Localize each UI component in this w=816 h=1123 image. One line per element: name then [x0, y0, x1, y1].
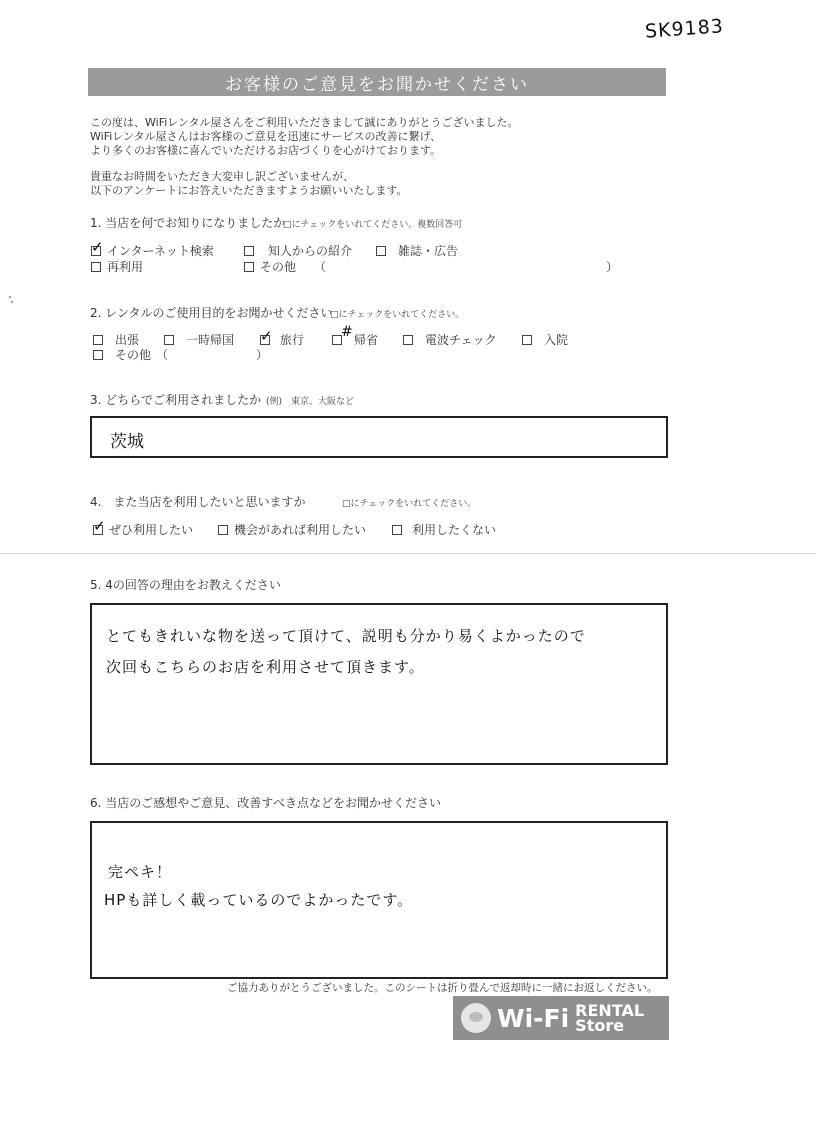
checkbox[interactable]: [164, 335, 174, 345]
checkbox[interactable]: [218, 525, 228, 535]
option-label: 機会があれば利用したい: [234, 523, 367, 537]
checkbox[interactable]: [91, 262, 101, 272]
check-mark-icon: ✓: [91, 237, 104, 256]
option-label: その他: [260, 260, 297, 274]
checkbox[interactable]: [332, 323, 353, 345]
question-6-label: 6. 当店のご感想やご意見、改善すべき点などをお聞かせください: [90, 796, 442, 810]
question-3-note: (例) 東京、大阪など: [266, 397, 355, 407]
intro-line-2: WiFiレンタル屋さんはお客様のご意見を迅速にサービスの改善に繋げ、: [90, 130, 442, 143]
option-label: その他: [115, 348, 152, 362]
checkbox[interactable]: [403, 335, 413, 345]
q1-other-open-paren: （: [314, 260, 327, 274]
q5-answer-box[interactable]: [90, 603, 668, 765]
option-label: 帰省: [354, 333, 379, 347]
q1-option-other[interactable]: [244, 258, 296, 275]
q2-option-other[interactable]: [93, 346, 151, 363]
option-label: 雑誌・広告: [398, 244, 459, 258]
q2-other-open-paren: （: [156, 348, 169, 362]
q2-option-temporary-return[interactable]: [164, 331, 234, 348]
question-1-label: 1. 当店を何でお知りになりましたか: [90, 216, 286, 230]
question-3-label: 3. どちらでご利用されましたか: [90, 393, 262, 407]
q5-answer-line-1: とてもきれいな物を送って頂けて、説明も分かり易くよかったので: [106, 627, 586, 645]
option-label: 入院: [544, 333, 569, 347]
q2-option-homecoming[interactable]: [332, 323, 379, 348]
option-label: 再利用: [107, 260, 144, 274]
checkbox[interactable]: [260, 326, 273, 345]
logo-store-text: Store: [575, 1016, 625, 1035]
document-id: SK9183: [644, 15, 725, 43]
check-mark-icon: ✓: [93, 516, 106, 535]
q2-other-close-paren: ）: [256, 348, 269, 362]
question-4-label: 4. また当店を利用したいと思いますか: [90, 495, 306, 509]
q4-option-not[interactable]: [392, 521, 496, 538]
logo-mascot-icon: [461, 1003, 491, 1033]
option-label: 出張: [115, 333, 140, 347]
checkbox[interactable]: [93, 335, 103, 345]
intro-line-3: より多くのお客様に喜んでいただけるお店づくりを心がけております。: [90, 144, 442, 157]
question-2-note: □にチェックをいれてください。: [330, 310, 465, 320]
q2-option-signal-check[interactable]: [403, 331, 497, 348]
scribble-mark-icon: #: [341, 323, 353, 340]
q1-option-internet[interactable]: [91, 237, 214, 259]
q4-option-if-opportunity[interactable]: [218, 521, 366, 538]
q4-option-definitely[interactable]: [93, 516, 194, 538]
footer-thank-you-note: ご協力ありがとうございました。このシートは折り畳んで返却時に一緒にお返しください。: [227, 982, 658, 994]
logo-wordmark: Wi-Fi: [497, 1003, 570, 1033]
option-label: 電波チェック: [425, 333, 497, 347]
question-2-label: 2. レンタルのご使用目的をお聞かせください: [90, 306, 333, 320]
option-label: 利用したくない: [412, 523, 497, 537]
checkbox[interactable]: [91, 237, 104, 256]
checkbox[interactable]: [93, 350, 103, 360]
q1-option-reuse[interactable]: [91, 258, 143, 275]
fold-line: [0, 553, 816, 554]
q3-answer-box[interactable]: [90, 416, 668, 458]
checkbox[interactable]: [522, 335, 532, 345]
q6-answer-line-2: HPも詳しく載っているのでよかったです。: [104, 891, 414, 909]
survey-title: お客様のご意見をお聞かせください: [88, 68, 666, 96]
option-label: ぜひ利用したい: [109, 523, 194, 537]
logo-rental-text: RENTAL: [575, 1001, 645, 1020]
intro-line-4: 貴重なお時間をいただき大変申し訳ございませんが、: [90, 170, 354, 183]
option-label: 旅行: [280, 333, 305, 347]
option-label: インターネット検索: [107, 244, 214, 258]
scan-speck: [11, 301, 13, 303]
checkbox[interactable]: [244, 246, 254, 256]
checkbox[interactable]: [244, 262, 254, 272]
wifi-store-logo: [453, 996, 669, 1040]
q1-other-close-paren: ）: [606, 260, 619, 274]
intro-line-1: この度は、WiFiレンタル屋さんをご利用いただきまして誠にありがとうございました。: [90, 116, 519, 129]
checkbox[interactable]: [392, 525, 402, 535]
intro-line-5: 以下のアンケートにお答えいただきますようお願いいたします。: [90, 184, 408, 197]
q6-answer-line-1: 完ペキ！: [108, 863, 173, 881]
q1-option-referral[interactable]: [244, 242, 352, 259]
q1-option-magazine[interactable]: [376, 242, 458, 259]
option-label: 知人からの紹介: [268, 244, 353, 258]
logo-subtext: [575, 1003, 644, 1033]
q3-handwritten-answer: 茨城: [110, 432, 144, 452]
question-1-note: □にチェックをいれてください。複数回答可: [283, 220, 463, 230]
question-5-label: 5. 4の回答の理由をお教えください: [90, 578, 281, 592]
q6-answer-box[interactable]: [90, 821, 668, 979]
check-mark-icon: ✓: [260, 326, 273, 345]
checkbox[interactable]: [93, 516, 106, 535]
scan-speck: [9, 296, 11, 298]
q2-option-hospital[interactable]: [522, 331, 568, 348]
checkbox[interactable]: [376, 246, 386, 256]
question-4-note: □にチェックをいれてください。: [342, 499, 477, 509]
option-label: 一時帰国: [186, 333, 235, 347]
q5-answer-line-2: 次回もこちらのお店を利用させて頂きます。: [106, 658, 425, 676]
